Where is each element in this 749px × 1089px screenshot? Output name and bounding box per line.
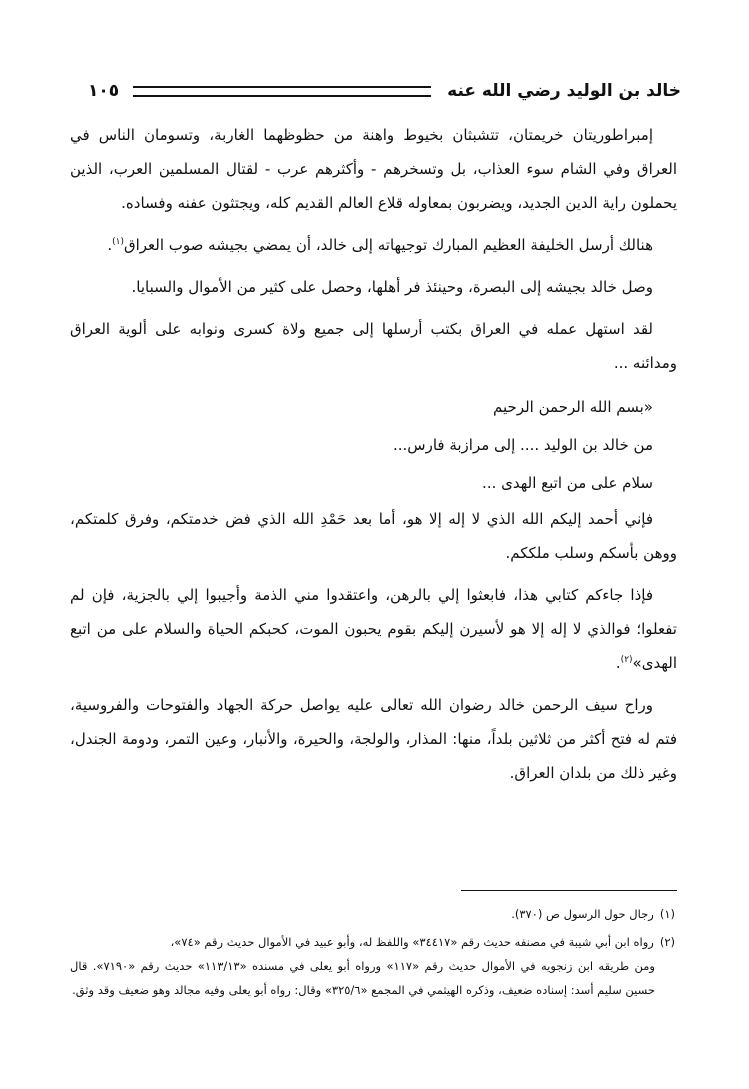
footnote-2-text: رواه ابن أبي شيبة في مصنفه حديث رقم «٣٤٤١٧» واللفظ له، وأبو عبيد في الأموال حديث رقم «٧٤»، [170,935,654,949]
page-number: ١٠٥ [88,81,120,101]
page-header [88,76,681,106]
paragraph-7: وراح سيف الرحمن خالد رضوان الله تعالى عليه يواصل حركة الجهاد والفتوحات والفروسية، فتم له فتح أكثر من ثلاثين بلداً، منها: المذار، والولجة، والحيرة، والأنبار، وعين التمر، ودومة الجندل، وغير ذلك من بلدان العراق. [70,696,677,782]
paragraph-1: إمبراطوريتان خريمتان، تتشبثان بخيوط واهنة من حظوظهما الغاربة، وتسومان الناس في العراق وفي الشام سوء العذاب، بل وتسخرهم - وأكثرهم عرب - لقتال المسلمين العرب، الذين يحملون راية الدين الجديد، ويضربون بمعاوله قلاع العالم القديم كله، ويجتثون عفنه وفساده. [70,126,677,212]
paragraph-6-text: فإذا جاءكم كتابي هذا، فابعثوا إلي بالرهن، واعتقدوا مني الذمة وأجيبوا إلي بالجزية، فإن لم تفعلوا؛ فوالذي لا إله إلا هو لأسيرن إليكم بقوم يحبون الموت، كحبكم الحياة والسلام على من اتبع الهدى» [70,586,677,672]
paragraph-6 [70,578,677,680]
footnote-ref-1: (١) [112,237,124,247]
header-double-rule [133,86,431,97]
footnotes [70,902,675,1006]
paragraph-2-text: هنالك أرسل الخليفة العظيم المبارك توجيهاته إلى خالد، أن يمضي بجيشه صوب العراق [123,236,653,254]
paragraph-3: وصل خالد بجيشه إلى البصرة، وحينئذ فر أهلها، وحصل على كثير من الأموال والسبايا. [131,278,653,296]
footnote-2-continuation: ومن طريقه ابن زنجويه في الأموال حديث رقم «١١٧» ورواه أبو يعلى في مسنده «١١٣/١٣» حديث رقم «٧١٩٠». قال حسين سليم أسد: إسناده ضعيف، وذكره الهيثمي في المجمع «٣٢٥/٦» وقال: رواه أبو يعلى وفيه مجالد وهو ضعيف وقد وثق. [70,959,655,997]
footnote-1-text: رجال حول الرسول ص (٣٧٠). [511,907,654,921]
footnote-1-number: (١) [659,907,675,921]
footnote-2 [70,930,675,1002]
running-title: خالد بن الوليد رضي الله عنه [447,81,681,101]
footnote-ref-2: (٢) [620,655,633,665]
paragraph-2-end: . [107,236,113,254]
main-text [70,118,677,798]
footnote-1 [70,902,675,926]
letter-line-sender: من خالد بن الوليد .... إلى مرازبة فارس... [392,436,653,454]
paragraph-4: لقد استهل عمله في العراق بكتب أرسلها إلى جميع ولاة كسرى ونوابه على ألوية العراق ومدائنه ... [70,320,677,372]
footnote-2-number: (٢) [659,935,675,949]
paragraph-2 [70,228,677,262]
letter-line-basmala: «بسم الله الرحمن الرحيم [493,398,653,416]
paragraph-6-end: . [615,654,621,672]
letter-line-greeting: سلام على من اتبع الهدى ... [482,474,653,492]
paragraph-5: فإني أحمد إليكم الله الذي لا إله إلا هو، أما بعد حَمْدِ الله الذي فض خدمتكم، وفرق كلمتكم، ووهن بأسكم وسلب ملككم. [70,510,677,562]
footnote-separator [461,890,677,891]
